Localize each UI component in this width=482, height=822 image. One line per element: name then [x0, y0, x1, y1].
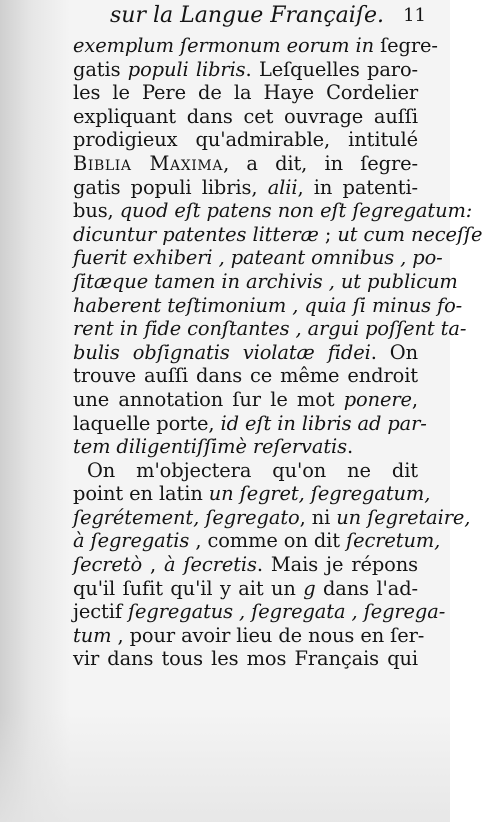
text-segment: populi libris: [127, 57, 246, 81]
text-segment: une annotation ſur le mot: [73, 387, 344, 411]
text-segment: On m'objectera qu'on ne dit: [87, 458, 418, 482]
text-segment: Biblia Maxima: [73, 151, 224, 175]
text-segment: g: [303, 576, 316, 600]
text-line: [73, 269, 458, 294]
text-line: [73, 105, 418, 129]
text-segment: ut cum neceſſe: [337, 222, 482, 246]
text-segment: bulis obſignatis violatæ fidei: [73, 340, 371, 364]
text-segment: . Mais je répons: [256, 553, 418, 577]
text-line: [73, 81, 418, 105]
text-segment: fuerit exhiberi , pateant omnibus , po-: [73, 246, 443, 270]
text-segment: qu'il ſufit qu'il y ait un: [73, 576, 304, 600]
text-line: [73, 529, 441, 553]
running-title: sur la Langue Françaiſe.: [110, 3, 384, 28]
text-segment: alii: [267, 175, 298, 199]
text-segment: ſecretò: [73, 553, 143, 577]
text-segment: expliquant dans cet ouvrage auſſi: [73, 104, 418, 128]
body-text: [73, 34, 482, 671]
text-segment: tem diligentiſſimè reſervatis: [73, 435, 348, 459]
text-segment: . Leſquelles paro-: [245, 57, 418, 81]
text-segment: ſecretum,: [346, 529, 441, 553]
text-segment: haberent teſtimonium , quia ſi minus fo-: [73, 293, 463, 317]
text-segment: ;: [318, 222, 338, 246]
text-segment: id eſt in libris ad par-: [220, 411, 427, 435]
text-segment: à ſegregatis: [73, 529, 190, 553]
text-segment: un ſegret, ſegregatum,: [208, 482, 431, 506]
text-segment: point en latin: [73, 482, 209, 506]
text-segment: dicuntur patentes litteræ: [73, 222, 319, 246]
text-segment: ,: [411, 387, 418, 411]
text-line: [73, 152, 418, 176]
text-line: [73, 341, 418, 365]
text-segment: ſitæque tamen in archivis , ut publicum: [73, 269, 458, 293]
text-line: [73, 388, 418, 412]
text-line: [73, 293, 463, 318]
text-line: [73, 317, 467, 341]
text-segment: .: [347, 435, 354, 459]
text-line: [73, 176, 418, 200]
text-line: [73, 600, 446, 624]
text-segment: les le Pere de la Haye Cordelier: [73, 81, 418, 105]
text-segment: . On: [370, 340, 418, 364]
text-segment: tum: [73, 623, 112, 647]
text-line: [73, 199, 473, 223]
text-segment: gatis: [73, 57, 128, 81]
text-line: [73, 623, 425, 648]
text-segment: rent in fide conſtantes , argui poſſent ta-: [73, 317, 467, 341]
text-line: [73, 482, 431, 506]
text-line: [73, 246, 443, 270]
text-segment: quod eſt patens non eſt ſegregatum:: [119, 199, 473, 223]
text-segment: ponere: [343, 387, 412, 411]
text-segment: , ni: [299, 505, 337, 529]
text-line: [73, 647, 418, 671]
text-segment: un ſegretaire,: [336, 505, 471, 529]
text-segment: bus,: [73, 199, 120, 223]
text-segment: ſegre-: [380, 34, 438, 57]
text-line: [73, 58, 418, 82]
text-segment: gatis populi libris,: [73, 175, 268, 199]
text-segment: prodigieux qu'admirable, intitulé: [73, 128, 418, 152]
page-header: [110, 2, 426, 30]
text-segment: ſegrétement, ſegregato: [73, 505, 300, 529]
text-segment: , comme on dit: [189, 529, 347, 553]
text-segment: trouve auſſi dans ce même endroit: [73, 364, 418, 388]
text-line: [73, 34, 438, 58]
text-segment: , a dit, in ſegre-: [223, 151, 418, 175]
text-segment: vir dans tous les mos Français qui: [73, 647, 418, 671]
text-line: [73, 553, 418, 577]
text-line: [73, 364, 418, 388]
text-line: [73, 222, 482, 247]
text-segment: ,: [142, 553, 165, 577]
text-segment: dans l'ad-: [315, 576, 419, 600]
text-line: [73, 128, 418, 152]
text-segment: jectif: [73, 600, 128, 624]
text-segment: , in patenti-: [297, 175, 418, 199]
text-segment: à ſecretis: [164, 553, 257, 577]
text-line: [73, 459, 418, 483]
page-number: 11: [403, 5, 426, 26]
text-segment: , pour avoir lieu de nous en ſer-: [111, 623, 425, 647]
text-segment: laquelle porte,: [73, 411, 221, 435]
text-line: [73, 505, 471, 530]
text-line: [73, 435, 418, 459]
text-line: [73, 577, 418, 601]
text-segment: exemplum ſermonum eorum in: [73, 34, 381, 57]
text-line: [73, 411, 427, 436]
text-segment: ſegregatus , ſegregata , ſegrega-: [127, 600, 446, 624]
